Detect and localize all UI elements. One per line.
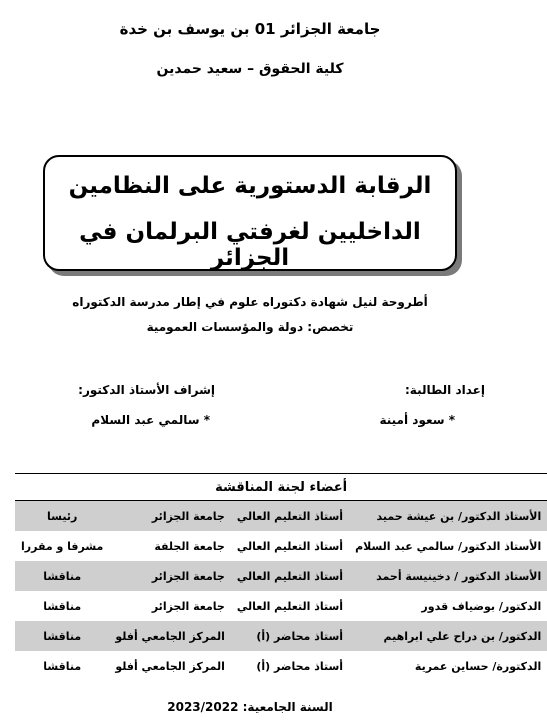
committee-heading-row <box>15 474 547 501</box>
member-name: الدكتور/ بوضياف قدور <box>421 599 542 613</box>
member-role: مناقشا <box>43 599 82 613</box>
member-role: مناقشا <box>43 659 82 673</box>
member-role: مشرفا و مقررا <box>21 539 104 553</box>
member-institution: المركز الجامعي أفلو <box>109 621 230 651</box>
thesis-title-box <box>43 155 457 271</box>
member-name: الدكتورة/ حساين عمرية <box>414 659 542 673</box>
university-name: جامعة الجزائر 01 بن يوسف بن خدة <box>119 20 381 38</box>
member-name: الدكتور/ بن دراح علي ابراهيم <box>349 621 547 651</box>
member-name: الأستاذ الدكتور/ سالمي عبد السلام <box>355 539 542 553</box>
member-rank: أستاذ التعليم العالي <box>236 539 344 553</box>
member-rank: أستاذ محاضر (أ) <box>231 621 349 651</box>
supervisor-name: * سالمي عبد السلام <box>91 413 210 427</box>
thesis-title-line-2: الداخليين لغرفتي البرلمان في الجزائر <box>79 219 421 271</box>
member-institution: جامعة الجزائر <box>109 501 230 532</box>
member-institution: جامعة الجزائر <box>109 561 230 591</box>
table-row <box>15 651 547 681</box>
table-row <box>15 531 547 561</box>
faculty-name: كلية الحقوق – سعيد حمدين <box>156 61 344 77</box>
student-label: إعداد الطالبة: <box>405 383 485 397</box>
supervisor-label: إشراف الأستاذ الدكتور: <box>78 383 215 397</box>
member-name: الأستاذ الدكتور/ بن عيشة حميد <box>349 501 547 532</box>
member-institution: جامعة الجزائر <box>151 599 225 613</box>
student-name: * سعود أمينة <box>379 413 455 427</box>
specialty: تخصص: دولة والمؤسسات العمومية <box>146 320 354 334</box>
table-row <box>15 501 547 532</box>
member-rank: أستاذ التعليم العالي <box>231 501 349 532</box>
table-row <box>15 591 547 621</box>
member-rank: أستاذ التعليم العالي <box>236 599 344 613</box>
member-role: رئيسا <box>15 501 109 532</box>
member-rank: أستاذ محاضر (أ) <box>256 659 344 673</box>
member-name: الأستاذ الدكتور / دخينيسة أحمد <box>349 561 547 591</box>
member-institution: المركز الجامعي أفلو <box>115 659 225 673</box>
thesis-title-line-1: الرقابة الدستورية على النظامين <box>68 173 432 199</box>
academic-year: السنة الجامعية: 2023/2022 <box>167 700 333 714</box>
member-rank: أستاذ التعليم العالي <box>231 561 349 591</box>
member-role: مناقشا <box>15 621 109 651</box>
committee-heading: أعضاء لجنة المناقشة <box>15 474 547 501</box>
member-role: مناقشا <box>15 561 109 591</box>
thesis-degree-note: أطروحة لنيل شهادة دكتوراه علوم في إطار مدرسة الدكتوراه <box>72 295 428 309</box>
table-row <box>15 621 547 651</box>
table-row <box>15 561 547 591</box>
member-institution: جامعة الجلفة <box>154 539 225 553</box>
committee-table <box>15 473 547 681</box>
